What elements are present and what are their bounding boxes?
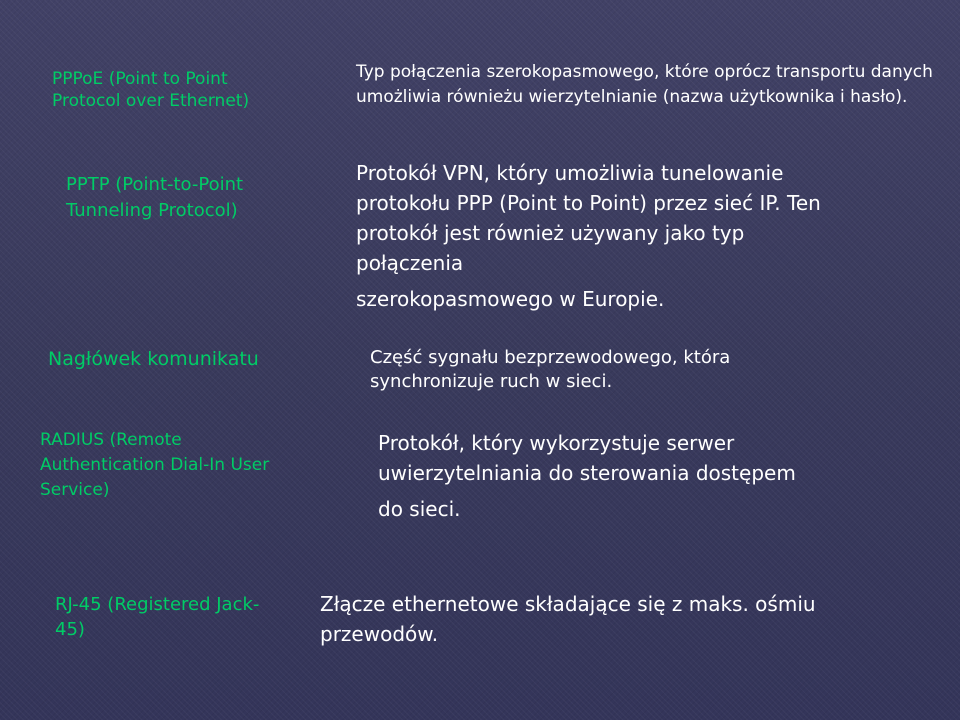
- term-pptp: PPTP (Point-to-Point Tunneling Protocol): [66, 174, 244, 221]
- definition-pptp-main: Protokół VPN, który umożliwia tunelowanie protokołu PPP (Point to Point) przez sieć IP. Ten protokół jest również używany jako typ połączenia: [356, 161, 821, 275]
- definition-radius-last: do sieci.: [378, 497, 461, 521]
- term-message-header: Nagłówek komunikatu: [48, 348, 259, 370]
- definition-radius: [378, 428, 898, 524]
- term-radius: RADIUS (Remote Authentication Dial-In User Service): [40, 430, 270, 500]
- definition-radius-main: Protokół, który wykorzystuje serwer uwierzytelniania do sterowania dostępem: [378, 431, 796, 485]
- definition-pptp-last: szerokopasmowego w Europie.: [356, 287, 665, 311]
- term-pppoe: PPPoE (Point to Point Protocol over Ethernet): [52, 69, 250, 111]
- definition-message-header: Część sygnału bezprzewodowego, która synchronizuje ruch w sieci.: [370, 347, 731, 392]
- definition-rj45: Złącze ethernetowe składające się z maks. ośmiu przewodów.: [320, 592, 816, 646]
- definition-pppoe: Typ połączenia szerokopasmowego, które oprócz transportu danych umożliwia równieżu wierzytelnianie (nazwa użytkownika i hasło).: [356, 62, 933, 107]
- definition-pptp: [356, 158, 826, 314]
- term-rj45: RJ-45 (Registered Jack-45): [55, 594, 260, 640]
